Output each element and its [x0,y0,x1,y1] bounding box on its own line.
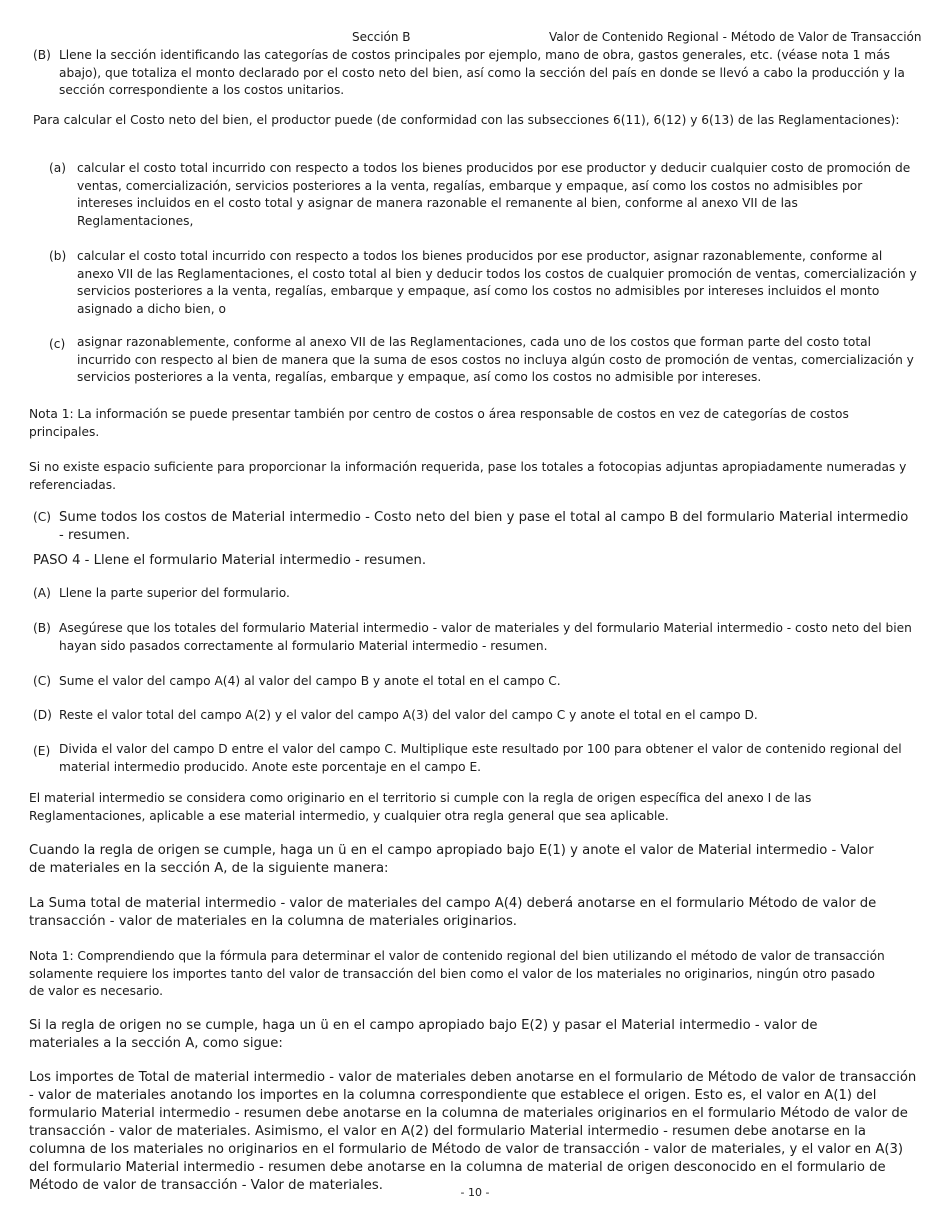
nota1-formula: Nota 1: Comprendiendo que la fórmula para determinar el valor de contenido regional del bien utilizando el método de valor de transacción solamente requiere los importes tanto del valor de transacción del bien como el valor de los materiales no originarios, ningún otro pasado de valor es necesario. [29,949,885,999]
paso4-d-label: (D) [33,708,52,722]
option-a-text: calcular el costo total incurrido con respecto a todos los bienes producidos por ese productor y deducir cualquier costo de promoción de ventas, comercialización, servicios posteriores a la venta, regalías, embarque y empaque, así como los costos no admisibles por intereses incluidos en el costo total y asignar de manera razonable el remanente al bien, conforme al anexo VII de las Reglamentaciones, [77,161,911,228]
paso4-e-label: (E) [33,744,51,758]
paso4-a-text: Llene la parte superior del formulario. [59,586,290,600]
paso4-c-text: Sume el valor del campo A(4) al valor del campo B y anote el total en el campo C. [59,674,561,688]
paso4-heading: PASO 4 - Llene el formulario Material intermedio - resumen. [33,553,427,568]
space-note: Si no existe espacio suficiente para proporcionar la información requerida, pase los totales a fotocopias adjuntas apropiadamente numeradas y referenciadas. [29,460,907,492]
paso4-c-label: (C) [33,674,52,688]
option-b-label: (b) [49,249,67,263]
paso4-a-label: (A) [33,586,51,600]
rule-met-paragraph: Cuando la regla de origen se cumple, haga un ü en el campo apropiado bajo E(1) y anote el valor de Material intermedio - Valor de materiales en la sección A, de la siguiente manera: [29,843,874,876]
rule-not-met-paragraph: Si la regla de origen no se cumple, haga un ü en el campo apropiado bajo E(2) y pasar el Material intermedio - valor de materiales a la sección A, como sigue: [29,1018,818,1051]
paso4-d-text: Reste el valor total del campo A(2) y el valor del campo A(3) del valor del campo C y anote el total en el campo D. [59,708,758,722]
paso4-b-text: Asegúrese que los totales del formulario Material intermedio - valor de materiales y del formulario Material intermedio - costo neto del bien hayan sido pasados correctamente al formulario Material intermedio - resumen. [59,621,912,653]
step-c-label: (C) [33,510,52,524]
nota1-cost-centers: Nota 1: La información se puede presentar también por centro de costos o área responsable de costos en vez de categorías de costos principales. [29,407,849,439]
sum-total-paragraph: La Suma total de material intermedio - valor de materiales del campo A(4) deberá anotarse en el formulario Método de valor de transacción - valor de materiales en la columna de materiales originarios. [29,896,877,929]
origin-paragraph: El material intermedio se considera como originario en el territorio si cumple con la regla de origen específica del anexo I de las Reglamentaciones, aplicable a ese material intermedio, y cualquier otra regla general que sea aplicable. [29,791,812,823]
final-paragraph: Los importes de Total de material intermedio - valor de materiales deben anotarse en el formulario de Método de valor de transacción - valor de materiales anotando los importes en la columna correspondiente que establece el origen. Esto es, el valor en A(1) del formulario Material intermedio - resumen debe anotarse en la columna de materiales originarios en el formulario Método de valor de transacción - valor de materiales. Asimismo, el valor en A(2) del formulario Material intermedio - resumen debe anotarse en la columna de los materiales no originarios en el formulario de Método de valor de transacción - valor de materiales, y el valor en A(3) del formulario Material intermedio - resumen debe anotarse en la columna de material de origen desconocido en el formulario de Método de valor de transacción - Valor de materiales. [29,1070,917,1193]
intro-b-text: Llene la sección identificando las categorías de costos principales por ejemplo, mano de obra, gastos generales, etc. (véase nota 1 más abajo), que totaliza el monto declarado por el costo neto del bien, así como la sección del país en donde se llevó a cabo la producción y la sección correspondiente a los costos unitarios. [59,48,905,98]
header-title: Valor de Contenido Regional - Método de Valor de Transacción [549,30,922,44]
option-c-label: (c) [49,337,66,351]
paso4-b-label: (B) [33,621,51,635]
intro-b-label: (B) [33,48,51,62]
page-number: - 10 - [460,1186,490,1199]
option-a-label: (a) [49,161,66,175]
paso4-e-text: Divida el valor del campo D entre el valor del campo C. Multiplique este resultado por 100 para obtener el valor de contenido regional del material intermedio producido. Anote este porcentaje en el campo E. [59,742,902,774]
header-section: Sección B [352,30,411,44]
step-c-text: Sume todos los costos de Material intermedio - Costo neto del bien y pase el total al campo B del formulario Material intermedio - resumen. [59,510,909,543]
option-c-text: asignar razonablemente, conforme al anexo VII de las Reglamentaciones, cada uno de los costos que forman parte del costo total incurrido con respecto al bien de manera que la suma de esos costos no incluya algún costo de promoción de ventas, comercialización y servicios posteriores a la venta, regalías, embarque y empaque, así como los costos no admisible por intereses. [77,335,914,385]
option-b-text: calcular el costo total incurrido con respecto a todos los bienes producidos por ese productor, asignar razonablemente, conforme al anexo VII de las Reglamentaciones, el costo total al bien y deducir todos los costos de cualquier promoción de ventas, comercialización y servicios posteriores a la venta, regalías, embarque y empaque, así como los costos no admisibles por intereses incluidos el monto asignado a dicho bien, o [77,249,917,316]
calc-intro: Para calcular el Costo neto del bien, el productor puede (de conformidad con las subsecciones 6(11), 6(12) y 6(13) de las Reglamentaciones): [33,113,900,127]
